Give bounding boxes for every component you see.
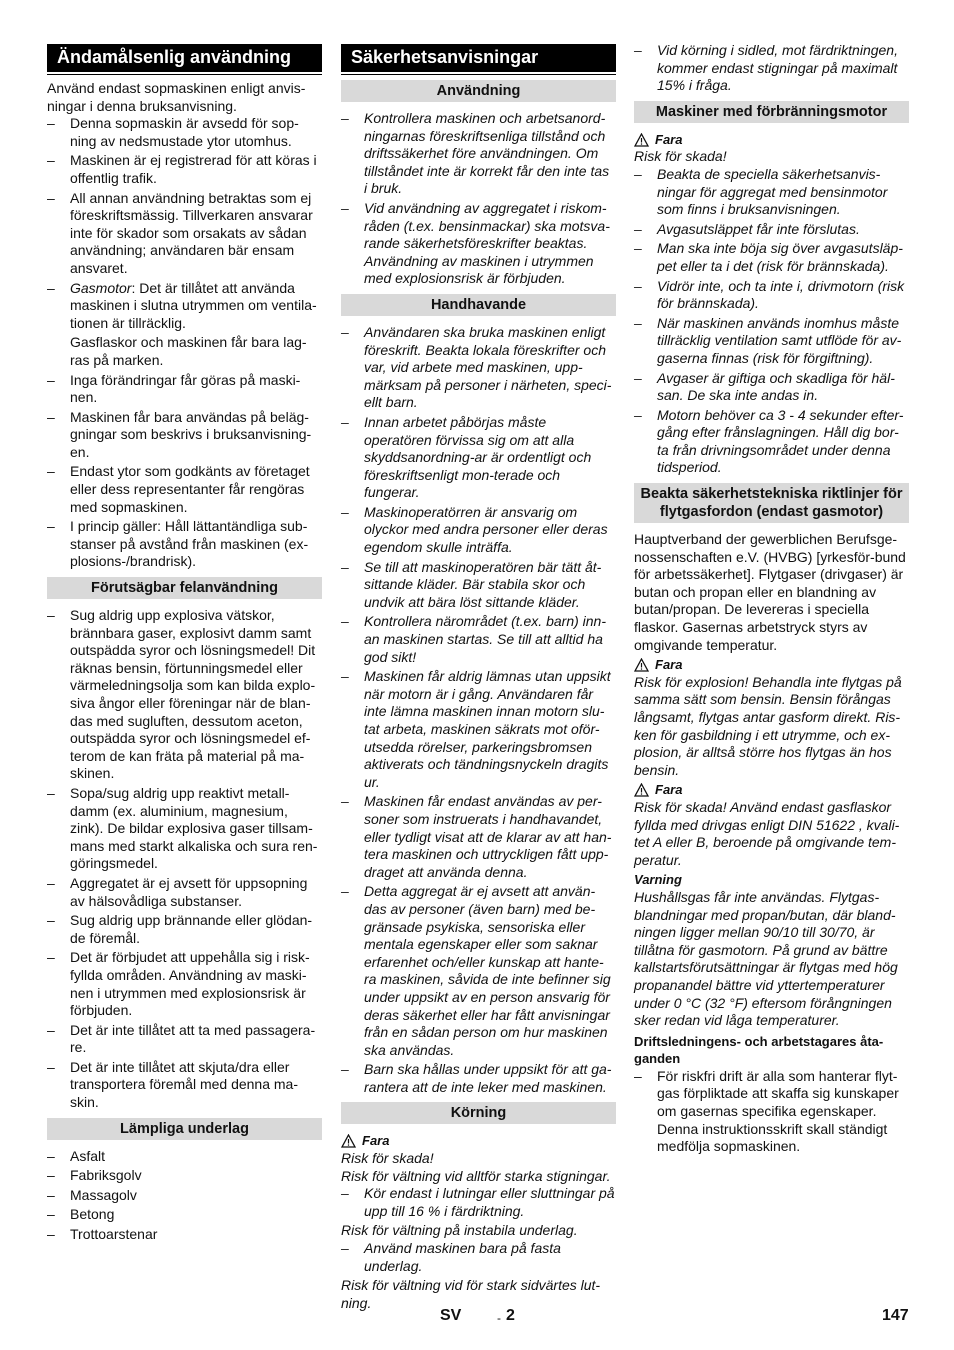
list-item: – Barn ska hållas under uppsikt för att ga-rantera att de inte leker med maskinen. <box>341 1061 616 1096</box>
list-item: – Vid körning i sidled, mot färdriktningen, kommer endast stigningar på maximalt 15% i fråga. <box>634 42 909 95</box>
subheading-lpg-vehicles: Beakta säkerhetstekniska riktlinjer för flytgasfordon (endast gasmotor) <box>634 483 909 523</box>
list-item: – Maskinen får endast användas av per-soner som instruerats i handhavandet, eller tydligt visat att de klarar av att han-tera maskinen och uttryckligen fått upp-draget att använda denna. <box>341 793 616 881</box>
footer-language: SV <box>440 1307 462 1324</box>
list-item: – Användaren ska bruka maskinen enligt föreskrift. Beakta lokala föreskrifter och var, vid arbete med maskinen, upp-märksam på personer i närheten, speci-ellt barn. <box>341 324 616 412</box>
risk-side-text: Risk för vältning vid för stark sidvärtes lut-ning. <box>341 1277 601 1311</box>
surface-list <box>47 1148 322 1244</box>
list-item: – Massagolv <box>47 1187 322 1205</box>
section-heading-safety: Säkerhetsanvisningar <box>341 44 616 72</box>
list-item: – Aggregatet är ej avsett för uppsopning av hälsovådliga substanser. <box>47 875 322 910</box>
list-item: – Endast ytor som godkänts av företaget eller dess representanter får rengöras med sopmaskinen. <box>47 463 322 516</box>
risk-injury-text: Risk för skada! <box>341 1150 434 1167</box>
lpg-intro-text: Hauptverband der gewerblichen Berufsge-nossenschaften e.V. (HVBG) [yrkesför-bund för arbetssäkerhet]. Flytgaser (drivgaser) är butan och propan eller en blandning av butan/propan. De levereras i speciella flaskor. Gasernas arbetstryck styrs av omgivande temperatur. <box>634 531 906 653</box>
engine-list <box>634 166 909 477</box>
list-item: – Trottoarstenar <box>47 1226 322 1244</box>
subheading-driving: Körning <box>341 1102 616 1124</box>
list-item: – Maskinen får aldrig lämnas utan uppsikt när motorn är i gång. Användaren får inte lämna maskinen innan motorn slu-tat arbeta, maskinen säkrats mot oför-utsedda rörelser, parkeringsbromsen aktiverats och tändningsnyckeln dragits ur. <box>341 668 616 791</box>
list-item: – I princip gäller: Håll lättantändliga sub-stanser på avstånd från maskinen (ex-plosions-/brandrisk). <box>47 518 322 571</box>
warning-triangle-icon <box>634 133 649 147</box>
section-heading-intended-use: Ändamålsenlig användning <box>47 44 322 72</box>
gas-bottle-note: Gasflaskor och maskinen får bara lag-ras på marken. <box>70 334 307 368</box>
gas-motor-term: Gasmotor <box>70 279 132 296</box>
column-3 <box>634 42 909 1158</box>
unstable-list <box>341 1240 616 1275</box>
list-item: – Se till att maskinoperatören bär tätt åt-sittande kläder. Bär stabila skor och undvik att bära löst sittande kläder. <box>341 559 616 612</box>
list-item: – Vid användning av aggregatet i riskom-råden (t.ex. bensinmackar) ska motsva-rande säkerhetsföreskrifter beaktas. Användning av maskinen i utrymmen med explosionsrisk är förbjuden. <box>341 200 616 288</box>
explosion-risk-text: Risk för explosion! Behandla inte flytgas på samma sätt som bensin. Bensin förångas långsamt, flytgas antar gasform direkt. Ris-ken för gasbildning i ett utrymme, och ex-plosion, är alltså större hos flytgas än hos bensin. <box>634 673 902 778</box>
subheading-use: Användning <box>341 80 616 102</box>
warning-triangle-icon <box>634 658 649 672</box>
list-item: – Denna sopmaskin är avsedd för sop-ning av nedsmustade ytor utomhus. <box>47 115 322 150</box>
footer-dash: - <box>497 1311 501 1325</box>
list-item: – Beakta de speciella säkerhetsanvis-ningar för aggregat med bensinmotor som finns i bruksanvisningen. <box>634 166 909 219</box>
list-item: – Innan arbetet påbörjas måste operatören förvissa sig om att alla skyddsanordning-ar är ordentligt och föreskriftsenligt mon-terade och fungerar. <box>341 414 616 502</box>
list-item: – Det är inte tillåtet att ta med passagera-re. <box>47 1022 322 1057</box>
risk-steep-text: Risk för vältning vid alltför starka stigningar. <box>341 1167 611 1184</box>
warning-text: Hushållsgas får inte användas. Flytgas-blandningar med propan/butan, där bland-ningen ligger mellan 90/10 till 30/70, är tillåtna för gasmotorn. På grund av bättre kallstartsförutsättningar är flytgas med hög propanandel bättre vid yttertemperaturer under 0 °C (32 °F) eftersom förångningen sker redan vid låga temperaturer. <box>634 888 898 1029</box>
gas-bottle-risk-text: Risk för skada! Använd endast gasflaskor fyllda med drivgas enligt DIN 51622 , kvali-tet A eller B, beroende på omgivande tem-peratur. <box>634 798 900 868</box>
list-item: – Kör endast i lutningar eller sluttningar på upp till 16 % i färdriktning. <box>341 1185 616 1220</box>
list-item: – Detta aggregat är ej avsett att använ-das av personer (även barn) med be-gränsade psykiska, sensoriska eller mentala egenskaper eller som saknar erfarenhet och/eller kunskap att hante-ra maskinen, såvida de inte befinner sig under uppsikt av en person ansvarig för deras säkerhet eller har fått anvisningar från en sådan person om hur maskinen ska användas. <box>341 883 616 1059</box>
list-item: – Maskinen får bara användas på beläg-gningar som beskrivs i bruksanvisning-en. <box>47 409 322 462</box>
list-item: – Betong <box>47 1206 322 1224</box>
list-item: – Det är inte tillåtet att skjuta/dra eller transportera föremål med denna ma-skin. <box>47 1059 322 1112</box>
list-item: – Vidrör inte, och ta inte i, drivmotorn (risk för brännskada). <box>634 278 909 313</box>
danger-notice <box>634 131 909 149</box>
list-item: – Det är förbjudet att uppehålla sig i risk-fyllda områden. Användning av maski-nen i utrymmen med explosionsrisk är förbjuden. <box>47 949 322 1019</box>
footer-page-number: 147 <box>882 1307 909 1324</box>
management-list <box>634 1068 909 1156</box>
warning-triangle-icon <box>341 1134 356 1148</box>
list-item: – Sug aldrig upp brännande eller glödan-de föremål. <box>47 912 322 947</box>
list-item: – Avgasutsläppet får inte förslutas. <box>634 221 909 239</box>
intended-use-list-2 <box>47 372 322 572</box>
list-item: – Asfalt <box>47 1148 322 1166</box>
use-list <box>341 110 616 288</box>
subheading-handling: Handhavande <box>341 294 616 316</box>
risk-unstable-text: Risk för vältning på instabila underlag. <box>341 1222 578 1239</box>
handling-list <box>341 324 616 1097</box>
footer-section-page: 2 <box>506 1307 515 1324</box>
danger-notice-bottles <box>634 781 909 799</box>
danger-notice <box>341 1132 616 1150</box>
list-item: – All annan användning betraktas som ej föreskriftsmässig. Tillverkaren ansvarar inte för skador som orsakats av sådan användning; användaren bär ensam ansvaret. <box>47 190 322 278</box>
list-item: – Kontrollera närområdet (t.ex. barn) inn-an maskinen startas. Se till att alltid ha god sikt! <box>341 613 616 666</box>
list-item: – Fabriksgolv <box>47 1167 322 1185</box>
column-1 <box>47 44 322 1246</box>
danger-label: Fara <box>655 657 683 673</box>
warning-triangle-icon <box>634 783 649 797</box>
list-item: – Man ska inte böja sig över avgasutsläp-pet eller ta i det (risk för brännskada). <box>634 240 909 275</box>
list-item: – För riskfri drift är alla som hanterar flyt-gas förpliktade att skaffa sig kunskaper om gasernas specifika egenskaper. Denna instruktionsskrift skall ständigt medfölja sopmaskinen. <box>634 1068 909 1156</box>
intended-use-list <box>47 115 322 332</box>
column-2 <box>341 44 616 1312</box>
list-item: – Använd maskinen bara på fasta underlag. <box>341 1240 616 1275</box>
intro-text: Använd endast sopmaskinen enligt anvis-ningar i denna bruksanvisning. <box>47 80 306 114</box>
list-item: – Maskinoperatörren är ansvarig om olyckor med andra personer eller deras egendom skulle inträffa. <box>341 504 616 557</box>
side-slope-list <box>634 42 909 95</box>
management-heading: Driftsledningens- och arbetstagares åta-ganden <box>634 1033 884 1067</box>
misuse-list <box>47 607 322 1112</box>
list-item: – Motorn behöver ca 3 - 4 sekunder efter-gång efter frånslagningen. Håll dig bor-ta från drivningsområdet under denna tidsperiod. <box>634 407 909 477</box>
danger-notice-explosion <box>634 656 909 674</box>
list-item: – Kontrollera maskinen och arbetsanord-ningarnas föreskriftsenliga tillstånd och driftssäkerhet före användningen. Om tillståndet inte är korrekt får den inte tas i bruk. <box>341 110 616 198</box>
list-item: – När maskinen används inomhus måste tillräcklig ventilation samt utflöde för av-gaserna finnas (risk för förgiftning). <box>634 315 909 368</box>
list-item-gas-motor <box>47 280 322 333</box>
list-item: – Inga förändringar får göras på maski-nen. <box>47 372 322 407</box>
subheading-misuse: Förutsägbar felanvändning <box>47 577 322 599</box>
warning-label: Varning <box>634 872 682 888</box>
steep-list <box>341 1185 616 1220</box>
gas-motor-text: : Det är tillåtet att använda maskinen i slutna utrymmen om ventila-tionen är tillräcklig. <box>70 279 317 331</box>
risk-injury-text: Risk för skada! <box>634 148 727 165</box>
list-item: – Maskinen är ej registrerad för att köras i offentlig trafik. <box>47 152 322 187</box>
subheading-surfaces: Lämpliga underlag <box>47 1118 322 1140</box>
list-item: – Avgaser är giftiga och skadliga för häl-san. De ska inte andas in. <box>634 370 909 405</box>
danger-label: Fara <box>655 131 683 147</box>
danger-label: Fara <box>655 782 683 798</box>
list-item: – Sopa/sug aldrig upp reaktivt metall-damm (ex. aluminium, magnesium, zink). De bildar explosiva gaser tillsam-mans med starkt alkaliska och sura ren-göringsmedel. <box>47 785 322 873</box>
danger-label: Fara <box>362 1133 390 1149</box>
list-item: – Sug aldrig upp explosiva vätskor, brännbara gaser, explosivt damm samt outspädda syror och lösningsmedel! Dit räknas bensin, förtunningsmedel eller värmeledningsolja som kan bilda explo-siva ångor eller föreningar när de blan-das med sugluften, dessutom aceton, outspädda syror och lösningsmedel ef-terom de kan fräta på material på ma-skinen. <box>47 607 322 783</box>
subheading-combustion-engine: Maskiner med förbränningsmotor <box>634 101 909 123</box>
